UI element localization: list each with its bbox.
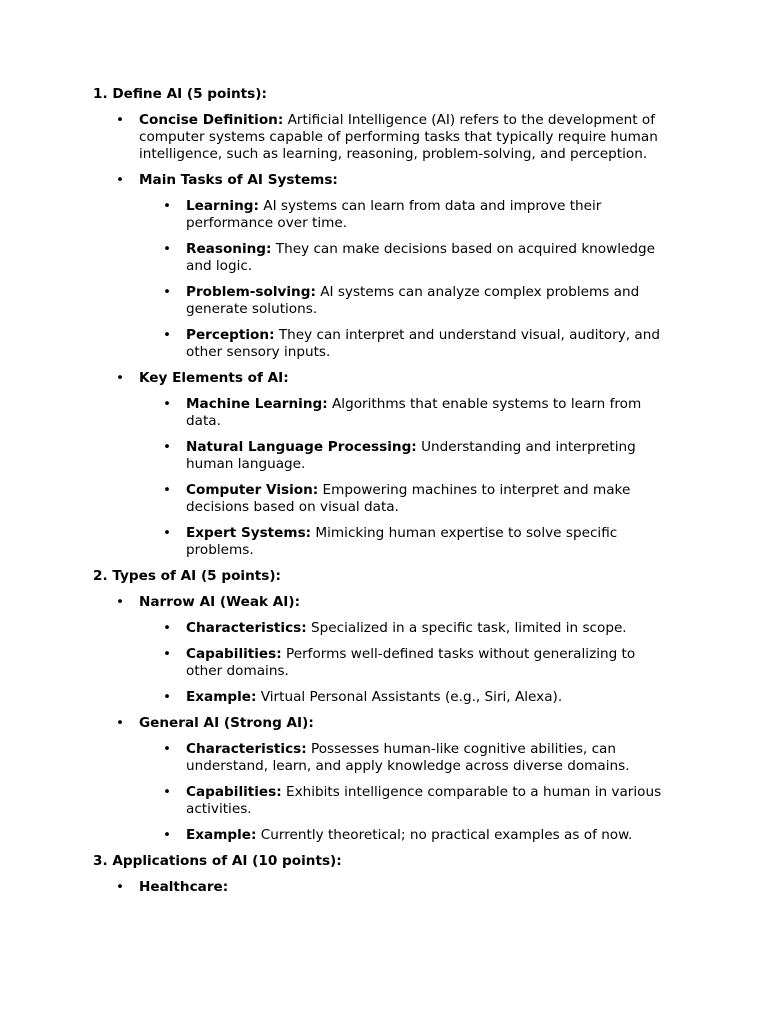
item-term: Problem-solving:	[186, 284, 316, 300]
bullet-icon	[162, 198, 172, 215]
item-term: Example:	[186, 689, 257, 705]
item-text: Specialized in a specific task, limited in scope.	[306, 620, 627, 636]
sub-list-item	[186, 241, 673, 275]
item-term: Narrow AI (Weak AI):	[139, 594, 301, 610]
sub-list-item	[186, 827, 673, 844]
bullet-icon	[162, 482, 172, 499]
list-item	[139, 594, 673, 706]
section-applications-of-ai	[93, 853, 673, 896]
bullet-icon	[115, 594, 125, 611]
list-item	[139, 879, 673, 896]
item-text: AI systems can analyze complex problems and generate solutions.	[186, 284, 640, 317]
bullet-icon	[162, 646, 172, 663]
bullet-icon	[115, 370, 125, 387]
item-text: Algorithms that enable systems to learn from data.	[186, 396, 642, 429]
bullet-icon	[162, 689, 172, 706]
list-item	[139, 370, 673, 559]
section-types-of-ai	[93, 568, 673, 844]
item-term: Example:	[186, 827, 257, 843]
sub-list-item	[186, 284, 673, 318]
list-item	[139, 172, 673, 361]
item-term: Machine Learning:	[186, 396, 328, 412]
document-body	[93, 86, 673, 905]
section-title: 2. Types of AI (5 points):	[93, 568, 281, 584]
sub-list-item	[186, 689, 673, 706]
section-title: 1. Define AI (5 points):	[93, 86, 267, 102]
bullet-icon	[162, 396, 172, 413]
item-term: Reasoning:	[186, 241, 272, 257]
bullet-icon	[162, 241, 172, 258]
section-title: 3. Applications of AI (10 points):	[93, 853, 342, 869]
section-list	[139, 594, 673, 844]
item-term: Healthcare:	[139, 879, 229, 895]
item-term: Concise Definition:	[139, 112, 284, 128]
sub-list	[186, 620, 673, 706]
bullet-icon	[115, 715, 125, 732]
section-define-ai	[93, 86, 673, 559]
bullet-icon	[162, 827, 172, 844]
item-text: Performs well-defined tasks without generalizing to other domains.	[186, 646, 636, 679]
sub-list-item	[186, 396, 673, 430]
bullet-icon	[162, 439, 172, 456]
item-text: Mimicking human expertise to solve specific problems.	[186, 525, 618, 558]
item-text: Empowering machines to interpret and make decisions based on visual data.	[186, 482, 631, 515]
sub-list-item	[186, 439, 673, 473]
sub-list-item	[186, 646, 673, 680]
item-text: Virtual Personal Assistants (e.g., Siri, Alexa).	[256, 689, 563, 705]
item-term: Computer Vision:	[186, 482, 319, 498]
list-item	[139, 112, 673, 163]
bullet-icon	[162, 784, 172, 801]
item-term: Capabilities:	[186, 784, 282, 800]
sub-list-item	[186, 525, 673, 559]
item-term: Perception:	[186, 327, 275, 343]
bullet-icon	[115, 112, 125, 129]
item-term: Natural Language Processing:	[186, 439, 417, 455]
sub-list-item	[186, 482, 673, 516]
sub-list-item	[186, 620, 673, 637]
sub-list-item	[186, 741, 673, 775]
section-list	[139, 879, 673, 896]
item-text: AI systems can learn from data and improve their performance over time.	[186, 198, 602, 231]
item-text: Exhibits intelligence comparable to a human in various activities.	[186, 784, 662, 817]
bullet-icon	[162, 327, 172, 344]
item-term: Key Elements of AI:	[139, 370, 289, 386]
sub-list	[186, 396, 673, 559]
item-text: Currently theoretical; no practical examples as of now.	[256, 827, 633, 843]
item-text: They can make decisions based on acquired knowledge and logic.	[186, 241, 655, 274]
bullet-icon	[162, 284, 172, 301]
sub-list-item	[186, 198, 673, 232]
item-term: General AI (Strong AI):	[139, 715, 314, 731]
item-text: Artificial Intelligence (AI) refers to the development of computer systems capable of performing tasks that typically require human intelligence, such as learning, reasoning, problem-solving, and perception.	[139, 112, 658, 162]
item-term: Expert Systems:	[186, 525, 312, 541]
sub-list	[186, 198, 673, 361]
item-text: They can interpret and understand visual, auditory, and other sensory inputs.	[186, 327, 660, 360]
item-term: Characteristics:	[186, 741, 307, 757]
bullet-icon	[162, 741, 172, 758]
item-term: Capabilities:	[186, 646, 282, 662]
bullet-icon	[162, 525, 172, 542]
item-term: Learning:	[186, 198, 259, 214]
item-text: Understanding and interpreting human language.	[186, 439, 636, 472]
sub-list-item	[186, 327, 673, 361]
bullet-icon	[162, 620, 172, 637]
item-text: Possesses human-like cognitive abilities, can understand, learn, and apply knowledge across diverse domains.	[186, 741, 630, 774]
bullet-icon	[115, 879, 125, 896]
section-list	[139, 112, 673, 559]
sub-list-item	[186, 784, 673, 818]
item-term: Main Tasks of AI Systems:	[139, 172, 338, 188]
sub-list	[186, 741, 673, 844]
bullet-icon	[115, 172, 125, 189]
list-item	[139, 715, 673, 844]
item-term: Characteristics:	[186, 620, 307, 636]
